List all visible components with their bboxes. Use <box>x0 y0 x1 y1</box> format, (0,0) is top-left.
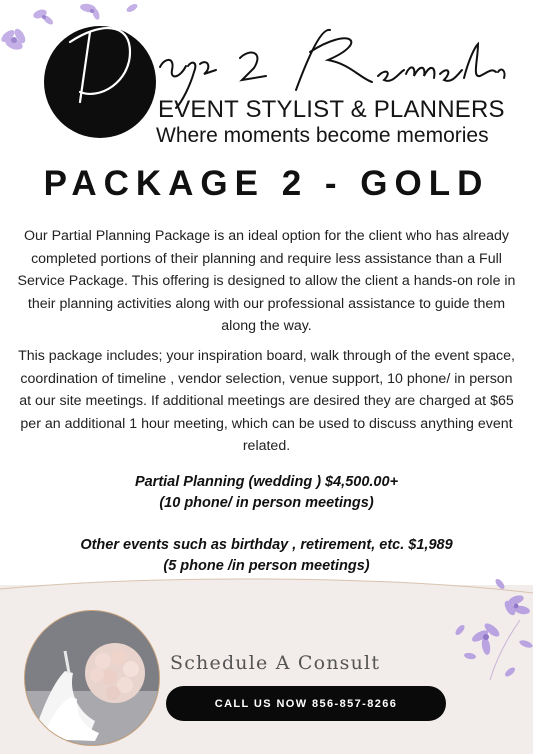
package-description: Our Partial Planning Package is an ideal option for the client who has already completed portions of their planning and require less assistance than a Full Service Package. This offering is designed to allow the client a hands-on role in their planning activities along with our professional assistance to guide them along the way. <box>17 228 516 335</box>
package-title: PACKAGE 2 - GOLD <box>43 164 490 203</box>
offer-wedding-price: Partial Planning (wedding ) $4,500.00+ <box>134 474 399 490</box>
brand-subtitle: EVENT STYLIST & PLANNERS <box>158 96 505 123</box>
schedule-consult-label: Schedule A Consult <box>170 652 381 674</box>
offer-other-meetings: (5 phone /in person meetings) <box>163 558 370 574</box>
offer-wedding-meetings: (10 phone/ in person meetings) <box>159 495 374 511</box>
offer-wedding <box>0 472 533 514</box>
call-us-button[interactable]: CALL US NOW 856-857-8266 <box>166 686 446 721</box>
lavender-flowers-icon <box>440 560 533 700</box>
package-includes: This package includes; your inspiration board, walk through of the event space, coordination of timeline , vendor selection, venue support, 10 phone/ in person at our site meetings. If additional meetings are desired they are charged at $65 per an additional 1 hour meeting, which can be used to discuss anything event related. <box>18 348 515 455</box>
tagline: Where moments become memories <box>156 124 489 147</box>
offer-other-price: Other events such as birthday , retirement, etc. $1,989 <box>80 537 453 553</box>
wedding-shoes-bouquet-photo <box>24 610 160 746</box>
